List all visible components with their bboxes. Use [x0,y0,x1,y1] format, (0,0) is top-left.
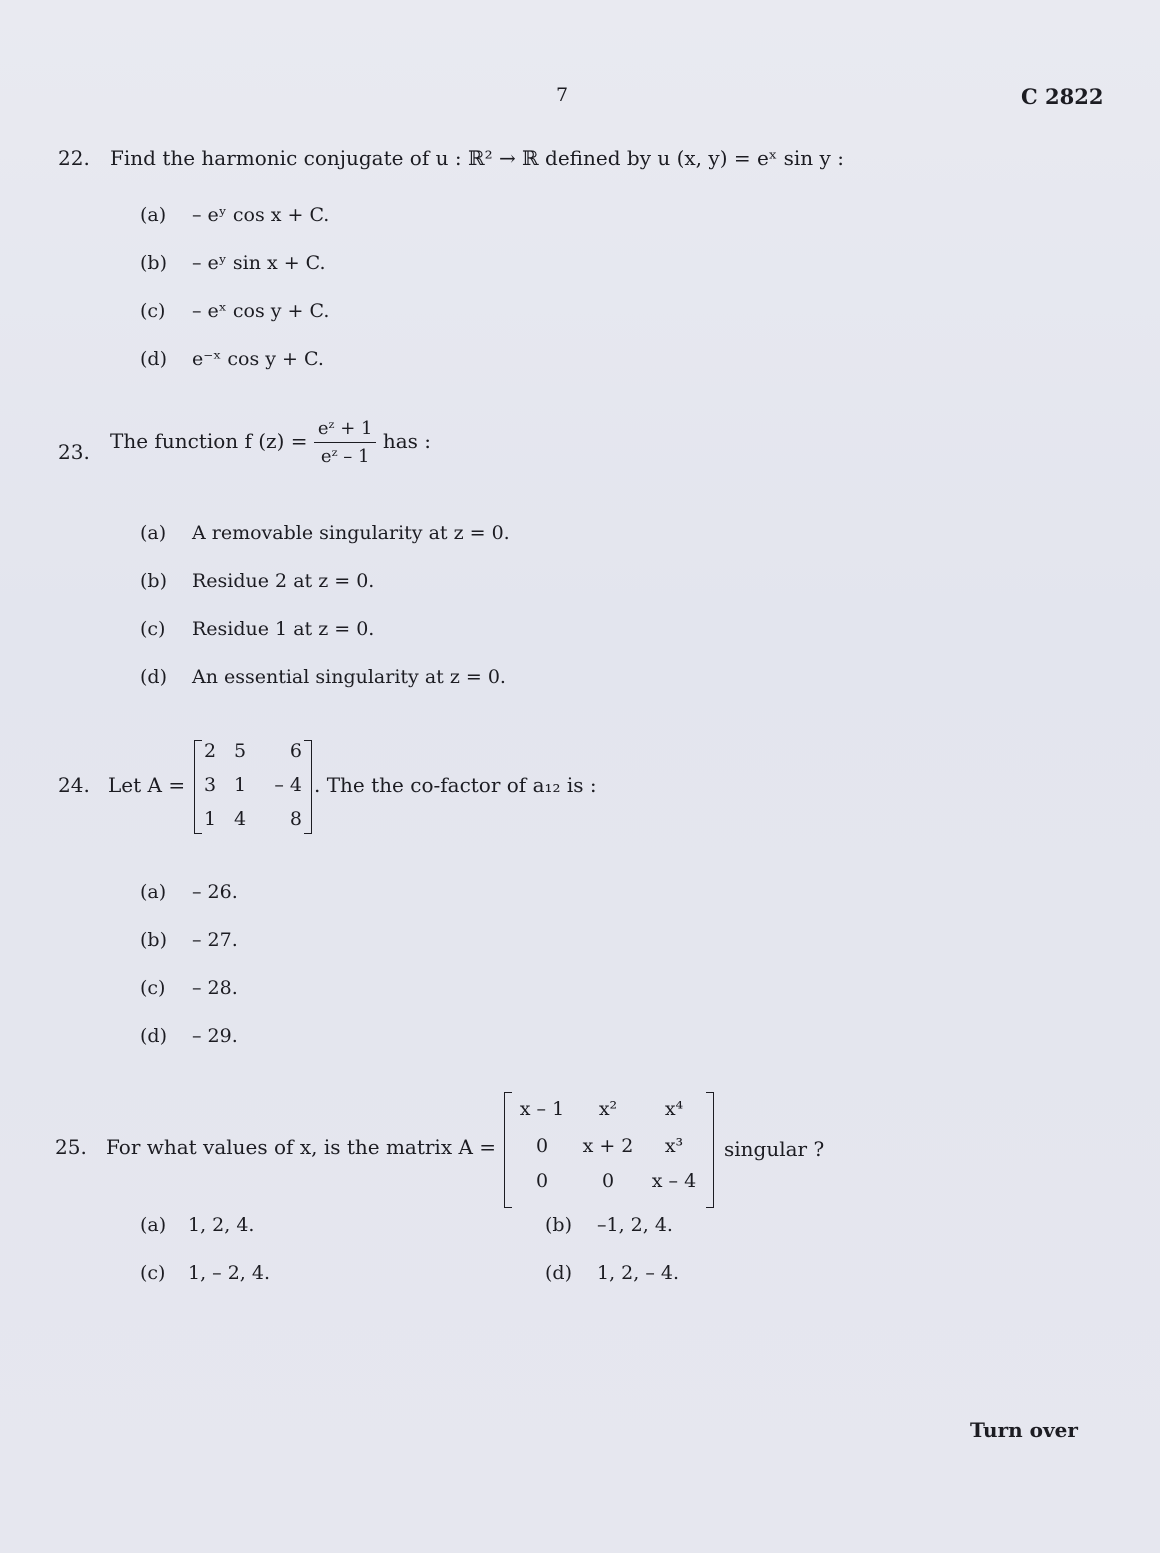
q22-mapping: u : ℝ² → ℝ [435,146,539,170]
option-text: – eˣ cos y + C. [192,300,330,322]
option-text: Residue 2 at z = 0. [192,570,375,592]
q22-option-a [140,204,329,226]
q23-option-a [140,522,510,544]
matrix-cell: – 4 [274,774,302,796]
q24-number: 24. [58,773,90,797]
q25-text-after: singular ? [724,1137,825,1161]
matrix-cell: 4 [233,808,247,830]
matrix-cell: 1 [233,774,247,796]
q22-option-b [140,252,326,274]
q24-option-c [140,977,238,999]
matrix-right-bracket [304,740,312,834]
option-label: (d) [140,666,167,688]
q24-option-d [140,1025,238,1047]
option-text: An essential singularity at z = 0. [192,666,506,688]
matrix-cell: 6 [289,740,302,762]
q22-number: 22. [58,146,90,170]
q23-numerator: eᶻ + 1 [314,418,377,443]
option-text: – eʸ cos x + C. [192,204,330,226]
option-text: – 26. [192,881,238,903]
q22-option-d [140,348,324,370]
matrix-cell: 8 [289,808,302,830]
option-label: (a) [140,522,167,544]
matrix-cell: x + 2 [582,1135,634,1157]
matrix-cell: 0 [535,1135,549,1157]
option-label: (b) [545,1214,572,1236]
q24-text-before: Let A = [108,773,186,797]
option-label: (b) [140,929,167,951]
matrix-cell: 0 [601,1170,615,1192]
page-number: 7 [556,84,569,106]
option-text: – 27. [192,929,238,951]
q25-matrix [504,1090,714,1208]
q23-text-after: has : [382,429,431,453]
q25-number: 25. [55,1135,87,1159]
matrix-cell: 2 [203,740,217,762]
matrix-cell: x – 4 [651,1170,697,1192]
q23-option-d [140,666,506,688]
q23-number: 23. [58,440,90,464]
option-text: 1, – 2, 4. [188,1262,271,1284]
q25-option-a [140,1214,254,1236]
q23-text-before: The function f (z) = [110,429,308,453]
q23-text [110,418,431,467]
option-label: (d) [140,1025,167,1047]
matrix-cell: x³ [664,1135,684,1157]
option-text: 1, 2, 4. [188,1214,255,1236]
q24-option-b [140,929,238,951]
q24-option-a [140,881,238,903]
option-label: (c) [140,618,166,640]
q23-option-b [140,570,374,592]
q24-text-after: . The the co-factor of a₁₂ is : [314,773,597,797]
matrix-cell: x² [598,1098,618,1120]
option-text: – 28. [192,977,238,999]
option-label: (c) [140,977,166,999]
option-label: (c) [140,300,166,322]
option-text: – eʸ sin x + C. [192,252,326,274]
q25-option-b [545,1214,673,1236]
option-label: (d) [140,348,167,370]
option-label: (a) [140,204,167,226]
matrix-cell: x – 1 [519,1098,565,1120]
matrix-cell: 1 [203,808,217,830]
option-label: (a) [140,881,167,903]
q22-text-before: Find the harmonic conjugate of [110,146,430,170]
q22-text-after: defined by u (x, y) = eˣ sin y : [545,146,844,170]
option-label: (a) [140,1214,167,1236]
option-label: (b) [140,570,167,592]
q25-option-c [140,1262,270,1284]
option-text: 1, 2, – 4. [597,1262,680,1284]
option-text: e⁻ˣ cos y + C. [192,348,324,370]
q25-text-before: For what values of x, is the matrix A = [106,1135,497,1159]
option-text: A removable singularity at z = 0. [192,522,510,544]
matrix-cell: x⁴ [664,1098,684,1120]
turn-over-label: Turn over [970,1418,1078,1442]
q24-matrix [194,738,312,834]
q23-denominator: eᶻ – 1 [320,446,370,467]
option-label: (c) [140,1262,166,1284]
matrix-cell: 3 [203,774,217,796]
option-text: – 29. [192,1025,238,1047]
matrix-cell: 0 [535,1170,549,1192]
q23-option-c [140,618,374,640]
q22-text [110,146,844,170]
q22-option-c [140,300,329,322]
option-text: –1, 2, 4. [597,1214,673,1236]
matrix-cell: 5 [233,740,247,762]
q25-option-d [545,1262,679,1284]
option-label: (d) [545,1262,572,1284]
paper-code: C 2822 [1021,84,1104,109]
option-text: Residue 1 at z = 0. [192,618,375,640]
option-label: (b) [140,252,167,274]
q23-fraction [314,418,377,467]
